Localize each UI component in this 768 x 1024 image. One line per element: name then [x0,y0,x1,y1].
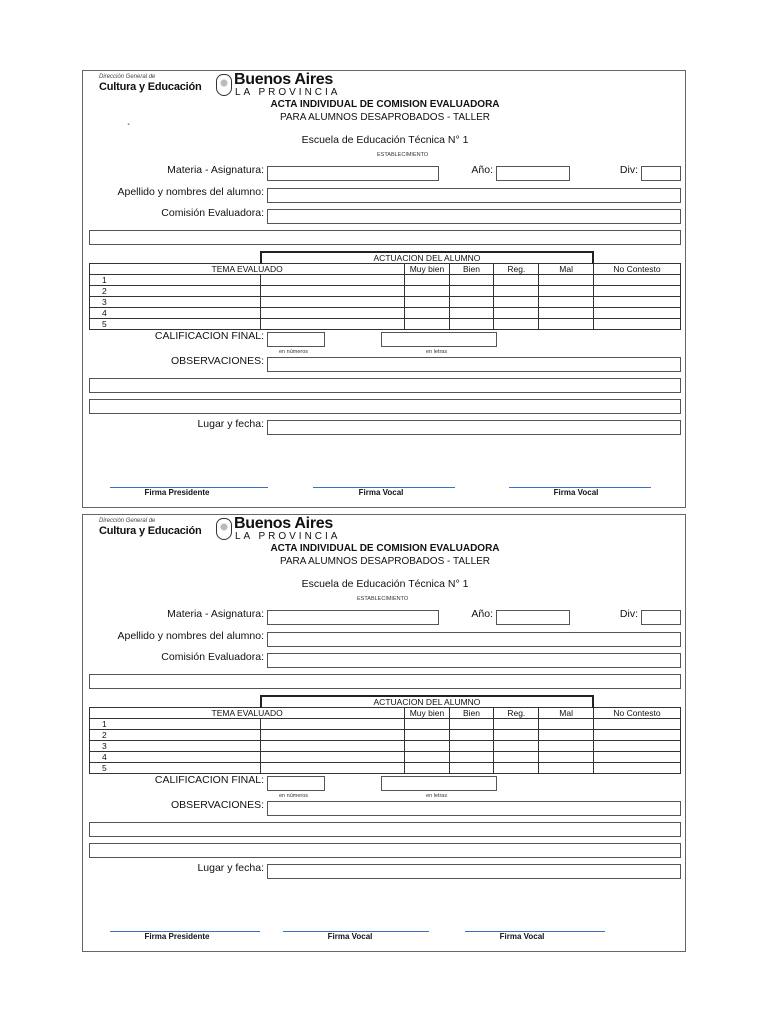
table-row [90,752,681,763]
div-field[interactable] [641,166,681,181]
province-seal-icon [216,74,232,96]
province-title: Buenos Aires [234,515,333,532]
column-header: Muy bien [405,264,449,275]
div-label: Div: [619,608,638,620]
student-field[interactable] [267,632,681,647]
final-grade-label: CALIFICACION FINAL: [154,330,264,342]
topic-cell[interactable] [261,297,405,308]
place-date-label: Lugar y fecha: [197,862,264,874]
topic-header: TEMA EVALUADO [90,264,405,275]
signature-label: Firma Vocal [499,932,545,941]
column-header: Mal [539,264,594,275]
row-number: 5 [90,763,261,774]
row-number: 5 [90,319,261,330]
column-header: No Contesto [593,264,680,275]
committee-field[interactable] [267,653,681,668]
year-label: Año: [471,164,493,176]
evaluation-form-1 [82,70,686,508]
province-seal-icon [216,518,232,540]
committee-field[interactable] [267,209,681,224]
column-header: Bien [449,708,494,719]
performance-header: ACTUACION DEL ALUMNO [261,696,594,708]
in-letters-caption: en letras [426,349,448,355]
column-header: Muy bien [405,708,449,719]
topic-cell[interactable] [261,275,405,286]
column-header: Reg. [494,264,539,275]
topic-cell[interactable] [261,763,405,774]
observations-label: OBSERVACIONES: [171,355,264,367]
committee-extra-field[interactable] [89,674,681,689]
topic-cell[interactable] [261,286,405,297]
final-grade-letters-field[interactable] [381,332,497,347]
committee-label: Comisión Evaluadora: [161,207,264,219]
agency-main-text: Cultura y Educación [99,81,202,93]
row-number: 2 [90,286,261,297]
table-row [90,763,681,774]
school-name: Escuela de Educación Técnica N° 1 [301,134,469,146]
in-letters-caption: en letras [426,793,448,799]
signature-label: Firma Vocal [327,932,373,941]
observations-field[interactable] [267,801,681,816]
signature-label: Firma Presidente [144,932,210,941]
province-subtitle: LA PROVINCIA [235,87,341,98]
committee-label: Comisión Evaluadora: [161,651,264,663]
row-number: 4 [90,752,261,763]
div-field[interactable] [641,610,681,625]
topic-header: TEMA EVALUADO [90,708,405,719]
final-grade-numbers-field[interactable] [267,776,325,791]
table-row [90,730,681,741]
subject-label: Materia - Asignatura: [167,164,264,176]
in-numbers-caption: en números [279,793,309,799]
place-date-field[interactable] [267,420,681,435]
row-number: 1 [90,275,261,286]
column-header: Mal [539,708,594,719]
subject-field[interactable] [267,610,439,625]
observations-line-3[interactable] [89,399,681,414]
topic-cell[interactable] [261,741,405,752]
student-field[interactable] [267,188,681,203]
signature-label: Firma Vocal [358,488,404,497]
row-number: 3 [90,741,261,752]
topic-cell[interactable] [261,730,405,741]
topic-cell[interactable] [261,308,405,319]
topic-cell[interactable] [261,319,405,330]
evaluation-form-2 [82,514,686,952]
agency-small-text: Dirección General de [99,518,156,524]
final-grade-numbers-field[interactable] [267,332,325,347]
establishment-caption: ESTABLECIMIENTO [357,596,409,602]
observations-label: OBSERVACIONES: [171,799,264,811]
form-title: ACTA INDIVIDUAL DE COMISION EVALUADORA [270,99,500,110]
place-date-label: Lugar y fecha: [197,418,264,430]
student-label: Apellido y nombres del alumno: [117,186,264,198]
in-numbers-caption: en números [279,349,309,355]
form-subtitle: PARA ALUMNOS DESAPROBADOS - TALLER [279,112,491,123]
province-title: Buenos Aires [234,71,333,88]
committee-extra-field[interactable] [89,230,681,245]
table-row [90,297,681,308]
observations-field[interactable] [267,357,681,372]
div-label: Div: [619,164,638,176]
row-number: 2 [90,730,261,741]
final-grade-letters-field[interactable] [381,776,497,791]
signature-label: Firma Vocal [553,488,599,497]
signature-label: Firma Presidente [144,488,210,497]
year-field[interactable] [496,610,570,625]
year-field[interactable] [496,166,570,181]
province-subtitle: LA PROVINCIA [235,531,341,542]
observations-line-2[interactable] [89,822,681,837]
table-row [90,286,681,297]
column-header: No Contesto [593,708,680,719]
column-header: Reg. [494,708,539,719]
observations-line-2[interactable] [89,378,681,393]
form-title: ACTA INDIVIDUAL DE COMISION EVALUADORA [270,543,500,554]
row-number: 3 [90,297,261,308]
topic-cell[interactable] [261,719,405,730]
table-row [90,275,681,286]
place-date-field[interactable] [267,864,681,879]
row-number: 4 [90,308,261,319]
form-subtitle: PARA ALUMNOS DESAPROBADOS - TALLER [279,556,491,567]
agency-small-text: Dirección General de [99,74,156,80]
performance-header: ACTUACION DEL ALUMNO [261,252,594,264]
table-row [90,319,681,330]
table-row [90,741,681,752]
table-row [90,719,681,730]
establishment-caption: ESTABLECIMIENTO [377,152,429,158]
student-label: Apellido y nombres del alumno: [117,630,264,642]
final-grade-label: CALIFICACION FINAL: [154,774,264,786]
table-row [90,308,681,319]
subject-field[interactable] [267,166,439,181]
row-number: 1 [90,719,261,730]
evaluation-table [89,695,681,774]
topic-cell[interactable] [261,752,405,763]
column-header: Bien [449,264,494,275]
evaluation-table [89,251,681,330]
agency-main-text: Cultura y Educación [99,525,202,537]
year-label: Año: [471,608,493,620]
subject-label: Materia - Asignatura: [167,608,264,620]
stray-mark: ` [127,123,131,134]
school-name: Escuela de Educación Técnica N° 1 [301,578,469,590]
observations-line-3[interactable] [89,843,681,858]
